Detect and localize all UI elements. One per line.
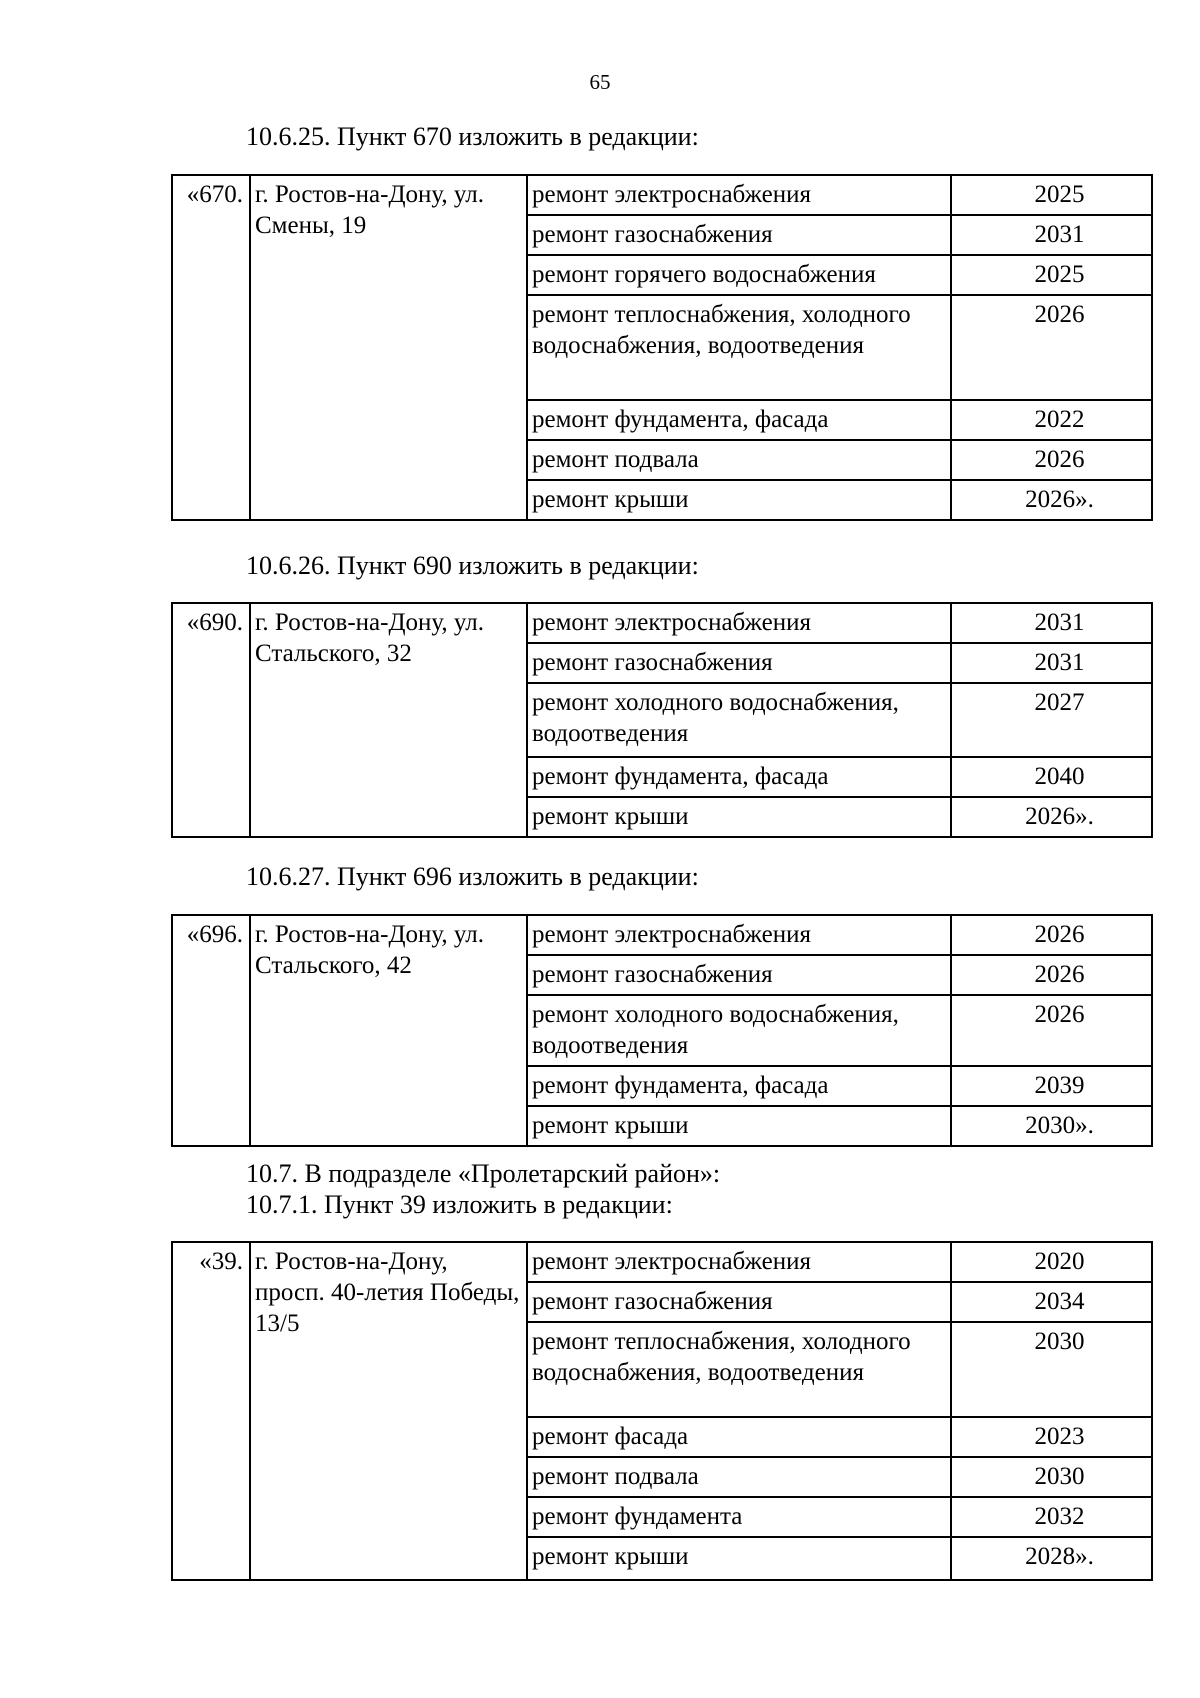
work-type: ремонт холодного водоснабжения, водоотведения bbox=[527, 683, 951, 757]
work-type: ремонт крыши bbox=[527, 480, 951, 520]
section-heading-690: 10.6.26. Пункт 690 изложить в редакции: bbox=[246, 551, 699, 580]
work-type: ремонт теплоснабжения, холодного водоснабжения, водоотведения bbox=[527, 295, 951, 400]
work-type: ремонт теплоснабжения, холодного водоснабжения, водоотведения bbox=[527, 1322, 951, 1417]
work-type: ремонт газоснабжения bbox=[527, 215, 951, 255]
work-year: 2026 bbox=[951, 995, 1152, 1066]
subsection-heading: 10.7. В подразделе «Пролетарский район»: bbox=[246, 1159, 721, 1188]
work-year: 2031 bbox=[951, 215, 1152, 255]
work-type: ремонт газоснабжения bbox=[527, 643, 951, 683]
work-year: 2039 bbox=[951, 1066, 1152, 1106]
work-year: 2040 bbox=[951, 757, 1152, 797]
work-type: ремонт газоснабжения bbox=[527, 955, 951, 995]
work-type: ремонт фундамента bbox=[527, 1497, 951, 1537]
item-address: г. Ростов-на-Дону, ул. Смены, 19 bbox=[250, 175, 527, 520]
work-year: 2025 bbox=[951, 255, 1152, 295]
work-type: ремонт фундамента, фасада bbox=[527, 1066, 951, 1106]
work-year: 2027 bbox=[951, 683, 1152, 757]
work-year: 2022 bbox=[951, 400, 1152, 440]
item-address: г. Ростов-на-Дону, ул. Стальского, 42 bbox=[250, 915, 527, 1146]
work-year: 2034 bbox=[951, 1282, 1152, 1322]
work-year: 2030». bbox=[951, 1106, 1152, 1146]
work-year: 2028». bbox=[951, 1537, 1152, 1580]
work-year: 2026 bbox=[951, 955, 1152, 995]
page-number: 65 bbox=[589, 70, 611, 94]
work-type: ремонт фундамента, фасада bbox=[527, 757, 951, 797]
item-number: «696. bbox=[172, 915, 250, 1146]
work-type: ремонт электроснабжения bbox=[527, 1242, 951, 1282]
work-type: ремонт электроснабжения bbox=[527, 915, 951, 955]
work-year: 2032 bbox=[951, 1497, 1152, 1537]
work-type: ремонт крыши bbox=[527, 1106, 951, 1146]
work-type: ремонт горячего водоснабжения bbox=[527, 255, 951, 295]
work-type: ремонт холодного водоснабжения, водоотведения bbox=[527, 995, 951, 1066]
work-type: ремонт фундамента, фасада bbox=[527, 400, 951, 440]
work-type: ремонт фасада bbox=[527, 1417, 951, 1457]
work-type: ремонт подвала bbox=[527, 1457, 951, 1497]
table-item-670 bbox=[171, 174, 1153, 521]
item-number: «690. bbox=[172, 603, 250, 837]
table-item-39 bbox=[171, 1241, 1153, 1581]
work-year: 2026». bbox=[951, 480, 1152, 520]
work-year: 2026». bbox=[951, 797, 1152, 837]
work-year: 2030 bbox=[951, 1457, 1152, 1497]
item-number: «670. bbox=[172, 175, 250, 520]
work-type: ремонт крыши bbox=[527, 1537, 951, 1580]
work-year: 2026 bbox=[951, 440, 1152, 480]
item-number: «39. bbox=[172, 1242, 250, 1580]
work-year: 2026 bbox=[951, 295, 1152, 400]
work-type: ремонт крыши bbox=[527, 797, 951, 837]
work-type: ремонт подвала bbox=[527, 440, 951, 480]
work-year: 2031 bbox=[951, 643, 1152, 683]
item-address: г. Ростов-на-Дону, ул. Стальского, 32 bbox=[250, 603, 527, 837]
item-address: г. Ростов-на-Дону, просп. 40-летия Победы, 13/5 bbox=[250, 1242, 527, 1580]
work-year: 2025 bbox=[951, 175, 1152, 215]
work-year: 2020 bbox=[951, 1242, 1152, 1282]
table-item-696 bbox=[171, 914, 1153, 1147]
work-year: 2030 bbox=[951, 1322, 1152, 1417]
table-item-690 bbox=[171, 602, 1153, 838]
work-type: ремонт электроснабжения bbox=[527, 603, 951, 643]
work-year: 2023 bbox=[951, 1417, 1152, 1457]
work-type: ремонт газоснабжения bbox=[527, 1282, 951, 1322]
work-year: 2026 bbox=[951, 915, 1152, 955]
work-year: 2031 bbox=[951, 603, 1152, 643]
section-heading-670: 10.6.25. Пункт 670 изложить в редакции: bbox=[246, 122, 699, 151]
work-type: ремонт электроснабжения bbox=[527, 175, 951, 215]
section-heading-39: 10.7.1. Пункт 39 изложить в редакции: bbox=[246, 1190, 673, 1219]
section-heading-696: 10.6.27. Пункт 696 изложить в редакции: bbox=[246, 862, 699, 891]
